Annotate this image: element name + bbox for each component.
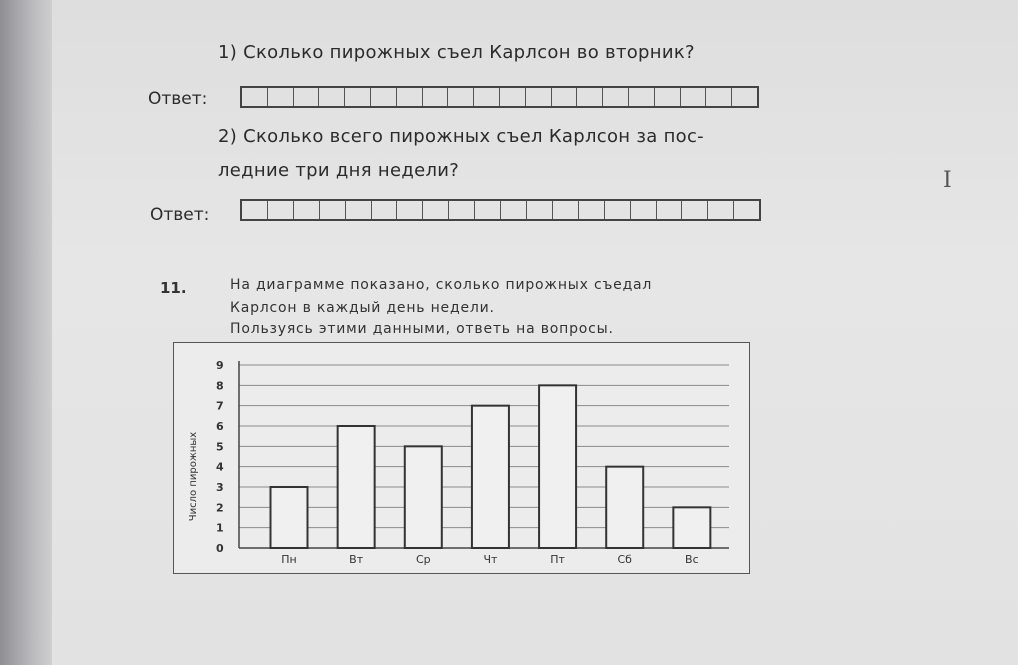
question-2-line-2: ледние три дня недели? <box>218 160 460 181</box>
answer-cell[interactable] <box>397 88 423 106</box>
answer-cell[interactable] <box>319 88 345 106</box>
bar <box>539 385 576 548</box>
y-tick-label: 4 <box>216 460 224 474</box>
answer-cell[interactable] <box>449 201 475 219</box>
y-tick-label: 1 <box>216 521 224 535</box>
answer-cell[interactable] <box>553 201 579 219</box>
answer-cell[interactable] <box>655 88 681 106</box>
y-tick-label: 9 <box>216 359 224 372</box>
chart-frame <box>173 342 750 574</box>
answer-cell[interactable] <box>732 88 757 106</box>
y-tick-label: 0 <box>216 542 224 555</box>
y-tick-label: 3 <box>216 481 224 494</box>
answer-cell[interactable] <box>501 201 527 219</box>
answer-cell[interactable] <box>294 201 320 219</box>
bar-chart <box>174 343 749 573</box>
answer-cell[interactable] <box>268 88 294 106</box>
answer-cell[interactable] <box>577 88 603 106</box>
answer-cell[interactable] <box>579 201 605 219</box>
answer-1-field[interactable] <box>240 86 759 108</box>
x-tick-label: Пт <box>550 553 565 566</box>
answer-cell[interactable] <box>552 88 578 106</box>
task-number: 11. <box>160 279 187 297</box>
x-tick-label: Ср <box>415 553 431 566</box>
answer-cell[interactable] <box>242 201 268 219</box>
y-tick-label: 6 <box>216 420 224 433</box>
answer-2-field[interactable] <box>240 199 761 221</box>
x-tick-label: Вс <box>685 553 699 566</box>
x-tick-label: Чт <box>483 553 498 566</box>
answer-cell[interactable] <box>345 88 371 106</box>
answer-cell[interactable] <box>397 201 423 219</box>
answer-cell[interactable] <box>603 88 629 106</box>
y-tick-label: 2 <box>216 501 224 515</box>
answer-2-label: Ответ: <box>150 205 210 225</box>
answer-cell[interactable] <box>294 88 320 106</box>
question-1: 1) Сколько пирожных съел Карлсон во вторник? <box>218 42 695 63</box>
answer-cell[interactable] <box>268 201 294 219</box>
answer-cell[interactable] <box>657 201 683 219</box>
bar <box>271 487 308 548</box>
text-cursor-icon: I <box>943 168 952 193</box>
answer-cell[interactable] <box>423 201 449 219</box>
answer-cell[interactable] <box>706 88 732 106</box>
answer-cell[interactable] <box>242 88 268 106</box>
question-2-line-1: 2) Сколько всего пирожных съел Карлсон за пос- <box>218 126 704 147</box>
answer-cell[interactable] <box>631 201 657 219</box>
y-tick-label: 8 <box>216 379 224 393</box>
bar <box>338 426 375 548</box>
answer-cell[interactable] <box>372 201 398 219</box>
x-tick-label: Пн <box>281 553 297 566</box>
answer-cell[interactable] <box>320 201 346 219</box>
bar <box>405 446 442 548</box>
answer-cell[interactable] <box>682 201 708 219</box>
bar <box>673 507 710 548</box>
bar <box>472 406 509 548</box>
answer-cell[interactable] <box>527 201 553 219</box>
answer-cell[interactable] <box>526 88 552 106</box>
answer-cell[interactable] <box>708 201 734 219</box>
y-axis-label: Число пирожных <box>188 431 199 522</box>
answer-cell[interactable] <box>605 201 631 219</box>
answer-cell[interactable] <box>475 201 501 219</box>
x-tick-label: Вт <box>349 553 364 566</box>
answer-cell[interactable] <box>500 88 526 106</box>
answer-1-label: Ответ: <box>148 89 208 109</box>
task-text-line-1: На диаграмме показано, сколько пирожных съедал <box>230 277 653 293</box>
answer-cell[interactable] <box>474 88 500 106</box>
y-tick-label: 5 <box>216 440 224 454</box>
answer-cell[interactable] <box>681 88 707 106</box>
task-text-line-2: Карлсон в каждый день недели. <box>230 300 495 316</box>
answer-cell[interactable] <box>423 88 449 106</box>
screen-bezel <box>0 0 52 665</box>
answer-cell[interactable] <box>346 201 372 219</box>
answer-cell[interactable] <box>371 88 397 106</box>
bar <box>606 467 643 548</box>
task-text-line-3: Пользуясь этими данными, ответь на вопросы. <box>230 321 614 337</box>
y-tick-label: 7 <box>216 399 224 413</box>
answer-cell[interactable] <box>629 88 655 106</box>
answer-cell[interactable] <box>734 201 759 219</box>
answer-cell[interactable] <box>448 88 474 106</box>
x-tick-label: Сб <box>617 553 632 566</box>
